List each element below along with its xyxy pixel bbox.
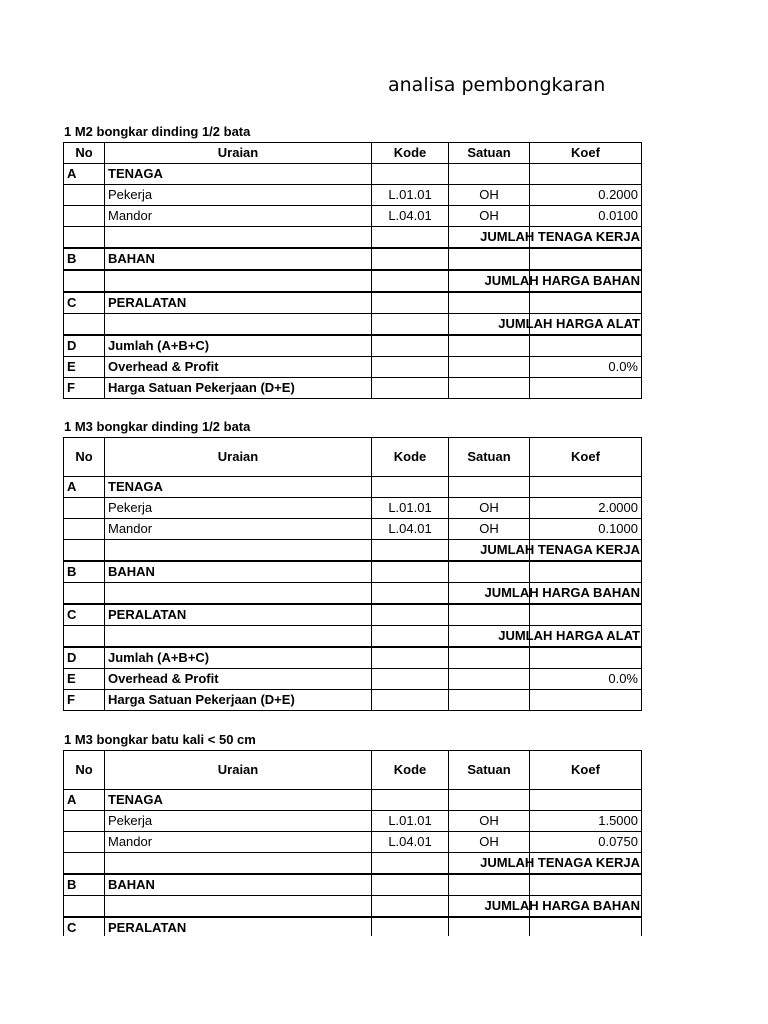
header-no: No xyxy=(64,143,105,164)
analysis-table xyxy=(63,142,642,399)
sum-label: JUMLAH HARGA BAHAN xyxy=(484,898,640,913)
sum-label: JUMLAH TENAGA KERJA xyxy=(480,229,640,244)
row-uraian: Overhead & Profit xyxy=(105,357,372,378)
row-uraian: Mandor xyxy=(105,519,372,540)
row-kode: L.01.01 xyxy=(372,185,449,206)
row-kode: L.01.01 xyxy=(372,811,449,832)
sum-label: JUMLAH HARGA BAHAN xyxy=(484,585,640,600)
row-uraian: Harga Satuan Pekerjaan (D+E) xyxy=(105,690,372,711)
row-uraian: Jumlah (A+B+C) xyxy=(105,335,372,357)
header-uraian: Uraian xyxy=(105,438,372,477)
row-uraian: Pekerja xyxy=(105,498,372,519)
sum-label: JUMLAH TENAGA KERJA xyxy=(480,855,640,870)
table-row xyxy=(64,540,642,562)
table-row xyxy=(64,270,642,292)
row-kode: L.04.01 xyxy=(372,519,449,540)
table-row xyxy=(64,477,642,498)
table-row xyxy=(64,314,642,336)
table-row xyxy=(64,626,642,648)
row-satuan: OH xyxy=(449,185,530,206)
row-satuan: OH xyxy=(449,519,530,540)
table-row xyxy=(64,583,642,605)
header-satuan: Satuan xyxy=(449,143,530,164)
row-no: E xyxy=(64,669,105,690)
analysis-table xyxy=(63,437,642,711)
section-caption: 1 M3 bongkar dinding 1/2 bata xyxy=(64,419,251,434)
row-koef: 0.0% xyxy=(530,357,642,378)
table-row xyxy=(64,185,642,206)
row-no: B xyxy=(64,561,105,583)
header-satuan: Satuan xyxy=(449,438,530,477)
table-row xyxy=(64,853,642,875)
row-koef: 0.0750 xyxy=(530,832,642,853)
row-no: A xyxy=(64,790,105,811)
header-kode: Kode xyxy=(372,438,449,477)
row-no: D xyxy=(64,335,105,357)
table-row xyxy=(64,164,642,185)
header-kode: Kode xyxy=(372,143,449,164)
page-title: analisa pembongkaran xyxy=(388,74,606,96)
row-koef: 1.5000 xyxy=(530,811,642,832)
row-kode: L.04.01 xyxy=(372,206,449,227)
table-row xyxy=(64,206,642,227)
table-row xyxy=(64,790,642,811)
row-no: C xyxy=(64,292,105,314)
table-row xyxy=(64,498,642,519)
row-koef: 0.0% xyxy=(530,669,642,690)
row-satuan: OH xyxy=(449,811,530,832)
header-uraian: Uraian xyxy=(105,143,372,164)
row-uraian: TENAGA xyxy=(105,477,372,498)
row-uraian: Pekerja xyxy=(105,811,372,832)
header-uraian: Uraian xyxy=(105,751,372,790)
header-no: No xyxy=(64,751,105,790)
row-no: C xyxy=(64,604,105,626)
sum-label: JUMLAH HARGA ALAT xyxy=(498,316,640,331)
table-header-row xyxy=(64,751,642,790)
row-uraian: Mandor xyxy=(105,832,372,853)
row-no: D xyxy=(64,647,105,669)
row-uraian: Overhead & Profit xyxy=(105,669,372,690)
table-row xyxy=(64,874,642,896)
header-no: No xyxy=(64,438,105,477)
row-uraian: BAHAN xyxy=(105,248,372,270)
table-row xyxy=(64,357,642,378)
section-caption: 1 M2 bongkar dinding 1/2 bata xyxy=(64,124,251,139)
row-no: F xyxy=(64,690,105,711)
header-koef: Koef xyxy=(530,438,642,477)
table-row xyxy=(64,896,642,918)
sum-label: JUMLAH TENAGA KERJA xyxy=(480,542,640,557)
table-row xyxy=(64,832,642,853)
table-row xyxy=(64,227,642,249)
table-row xyxy=(64,561,642,583)
header-satuan: Satuan xyxy=(449,751,530,790)
table-row xyxy=(64,811,642,832)
analysis-table xyxy=(63,750,642,936)
table-header-row xyxy=(64,438,642,477)
header-kode: Kode xyxy=(372,751,449,790)
row-uraian: Pekerja xyxy=(105,185,372,206)
row-no: C xyxy=(64,917,105,936)
table-row xyxy=(64,690,642,711)
row-uraian: BAHAN xyxy=(105,874,372,896)
row-koef: 0.0100 xyxy=(530,206,642,227)
table-row xyxy=(64,248,642,270)
row-uraian: TENAGA xyxy=(105,164,372,185)
table-row xyxy=(64,604,642,626)
table-row xyxy=(64,335,642,357)
row-uraian: BAHAN xyxy=(105,561,372,583)
row-uraian: PERALATAN xyxy=(105,917,372,936)
row-no: A xyxy=(64,477,105,498)
row-no: B xyxy=(64,874,105,896)
table-row xyxy=(64,647,642,669)
table-row xyxy=(64,669,642,690)
table-row xyxy=(64,378,642,399)
table-row xyxy=(64,292,642,314)
header-koef: Koef xyxy=(530,751,642,790)
row-uraian: PERALATAN xyxy=(105,604,372,626)
row-uraian: Mandor xyxy=(105,206,372,227)
section-caption: 1 M3 bongkar batu kali < 50 cm xyxy=(64,732,256,747)
row-uraian: TENAGA xyxy=(105,790,372,811)
row-uraian: PERALATAN xyxy=(105,292,372,314)
row-kode: L.04.01 xyxy=(372,832,449,853)
row-no: E xyxy=(64,357,105,378)
table-row xyxy=(64,917,642,936)
row-uraian: Harga Satuan Pekerjaan (D+E) xyxy=(105,378,372,399)
row-no: A xyxy=(64,164,105,185)
row-koef: 2.0000 xyxy=(530,498,642,519)
table-header-row xyxy=(64,143,642,164)
row-uraian: Jumlah (A+B+C) xyxy=(105,647,372,669)
row-koef: 0.1000 xyxy=(530,519,642,540)
table-row xyxy=(64,519,642,540)
sum-label: JUMLAH HARGA ALAT xyxy=(498,628,640,643)
row-no: F xyxy=(64,378,105,399)
sum-label: JUMLAH HARGA BAHAN xyxy=(484,273,640,288)
row-satuan: OH xyxy=(449,832,530,853)
row-satuan: OH xyxy=(449,498,530,519)
row-no: B xyxy=(64,248,105,270)
header-koef: Koef xyxy=(530,143,642,164)
row-satuan: OH xyxy=(449,206,530,227)
row-kode: L.01.01 xyxy=(372,498,449,519)
row-koef: 0.2000 xyxy=(530,185,642,206)
